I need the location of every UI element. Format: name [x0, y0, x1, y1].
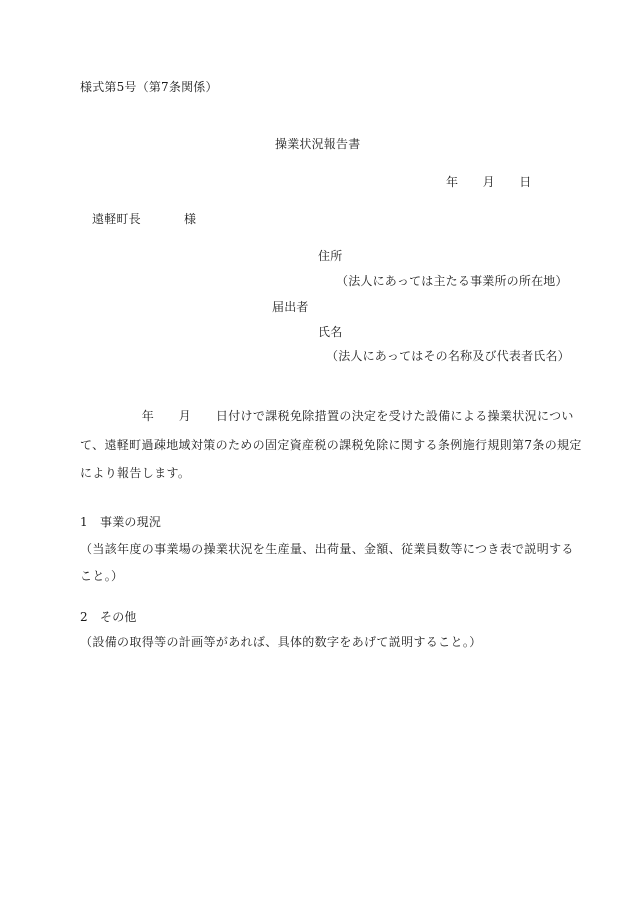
- document-title: 操業状況報告書: [275, 137, 361, 151]
- address-label: 住所: [318, 249, 343, 263]
- body-line-3: により報告します。: [80, 466, 191, 480]
- date-line: 年 月 日: [446, 175, 532, 189]
- section-2-heading: 2 その他: [80, 610, 137, 624]
- section-1-text-line-2: こと。）: [80, 569, 124, 583]
- body-line-2: て、遠軽町過疎地域対策のための固定資産税の課税免除に関する条例施行規則第7条の規定: [80, 438, 582, 452]
- addressee-name: 遠軽町長: [92, 212, 141, 226]
- section-1-text-line-1: （当該年度の事業場の操業状況を生産量、出荷量、金額、従業員数等につき表で説明する: [80, 542, 574, 556]
- name-note: （法人にあってはその名称及び代表者氏名）: [326, 349, 570, 363]
- form-number: 様式第5号（第7条関係）: [80, 80, 218, 94]
- body-line-1: 年 月 日付けで課税免除措置の決定を受けた設備による操業状況につい: [80, 409, 574, 423]
- section-1-heading: 1 事業の現況: [80, 515, 162, 529]
- section-2-text-line-1: （設備の取得等の計画等があれば、具体的数字をあげて説明すること。）: [80, 635, 482, 649]
- reporter-label: 届出者: [272, 300, 309, 314]
- name-label: 氏名: [318, 325, 343, 339]
- address-note: （法人にあっては主たる事業所の所在地）: [336, 274, 568, 288]
- addressee-honorific: 様: [184, 212, 197, 226]
